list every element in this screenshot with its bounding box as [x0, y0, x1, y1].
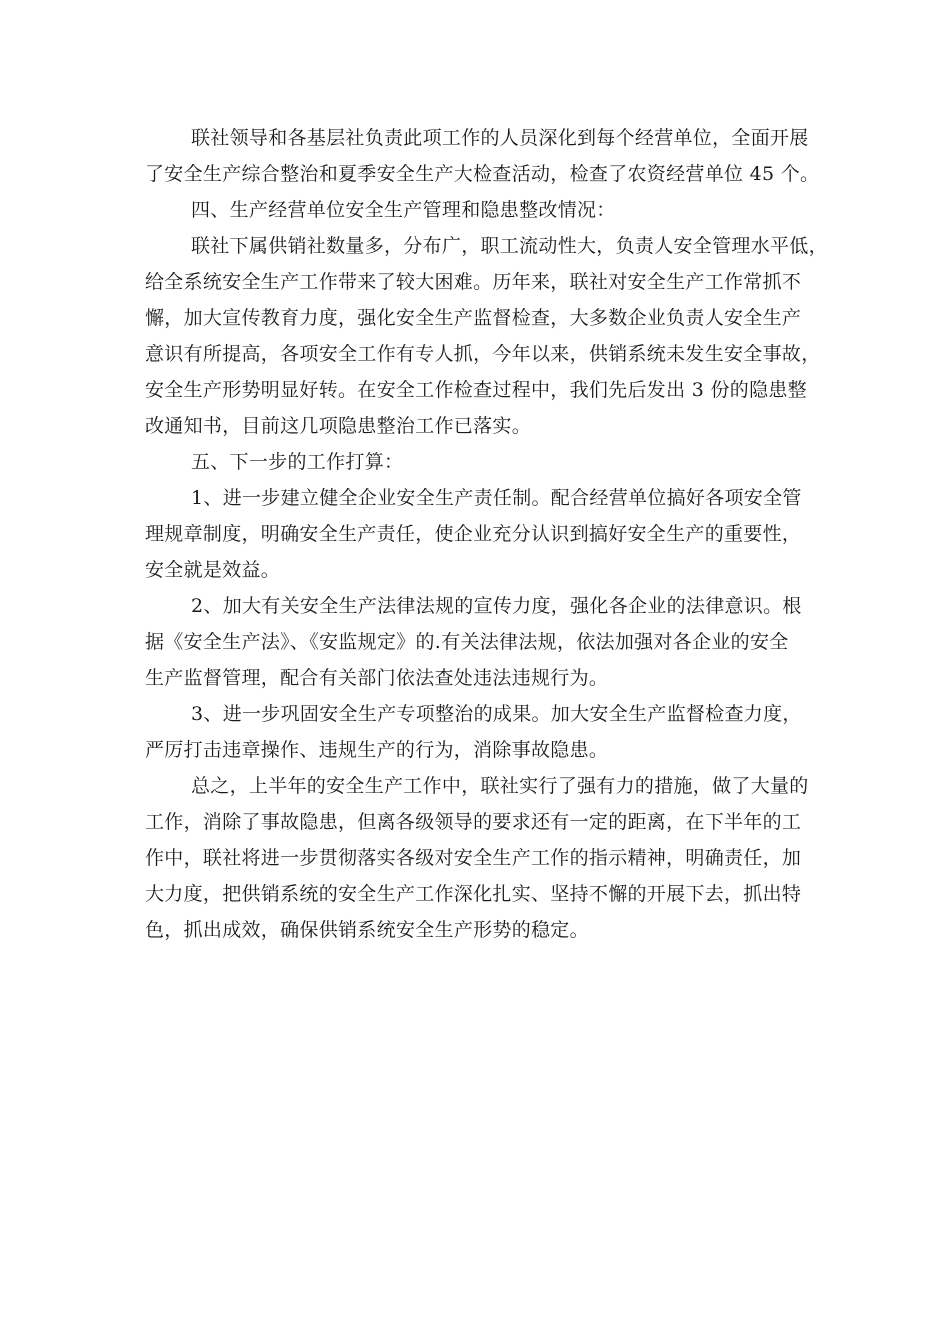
- section-heading-4: 四、生产经营单位安全生产管理和隐患整改情况：: [191, 199, 616, 221]
- list-item-2: 2、加大有关安全生产法律法规的宣传力度，强化各企业的法律意识。根: [191, 595, 802, 617]
- section-heading-5: 五、下一步的工作打算：: [191, 451, 404, 473]
- text-line: 联社下属供销社数量多，分布广，职工流动性大，负责人安全管理水平低，: [191, 235, 828, 257]
- text-line: 大力度，把供销系统的安全生产工作深化扎实、坚持不懈的开展下去，抓出特: [145, 883, 802, 905]
- text-line: 色，抓出成效，确保供销系统安全生产形势的稳定。: [145, 919, 589, 941]
- text-line: 工作，消除了事故隐患，但离各级领导的要求还有一定的距离，在下半年的工: [145, 811, 802, 833]
- text-line: 生产监督管理，配合有关部门依法查处违法违规行为。: [145, 667, 609, 689]
- conclusion-paragraph: 总之，上半年的安全生产工作中，联社实行了强有力的措施，做了大量的: [191, 775, 809, 797]
- text-line: 懈，加大宣传教育力度，强化安全生产监督检查，大多数企业负责人安全生产: [145, 307, 802, 329]
- text-line: 严厉打击违章操作、违规生产的行为，消除事故隐患。: [145, 739, 609, 761]
- text-line: 安全就是效益。: [145, 559, 281, 581]
- text-line: 改通知书，目前这几项隐患整治工作已落实。: [145, 415, 532, 437]
- list-item-3: 3、进一步巩固安全生产专项整治的成果。加大安全生产监督检查力度，: [191, 703, 802, 725]
- text-line: 作中，联社将进一步贯彻落实各级对安全生产工作的指示精神，明确责任，加: [145, 847, 802, 869]
- text-line: 意识有所提高，各项安全工作有专人抓，今年以来，供销系统未发生安全事故，: [145, 343, 821, 365]
- text-line: 理规章制度，明确安全生产责任，使企业充分认识到搞好安全生产的重要性，: [145, 523, 802, 545]
- text-line: 了安全生产综合整治和夏季安全生产大检查活动，检查了农资经营单位 45 个。: [145, 163, 820, 185]
- document-body: [145, 120, 828, 948]
- text-line: 给全系统安全生产工作带来了较大困难。历年来，联社对安全生产工作常抓不: [145, 271, 802, 293]
- text-line: 联社领导和各基层社负责此项工作的人员深化到每个经营单位，全面开展: [191, 127, 809, 149]
- text-line: 安全生产形势明显好转。在安全工作检查过程中，我们先后发出 3 份的隐患整: [145, 379, 807, 401]
- text-line: 据《安全生产法》、《安监规定》的.有关法律法规，依法加强对各企业的安全: [145, 631, 789, 653]
- list-item-1: 1、进一步建立健全企业安全生产责任制。配合经营单位搞好各项安全管: [191, 487, 802, 509]
